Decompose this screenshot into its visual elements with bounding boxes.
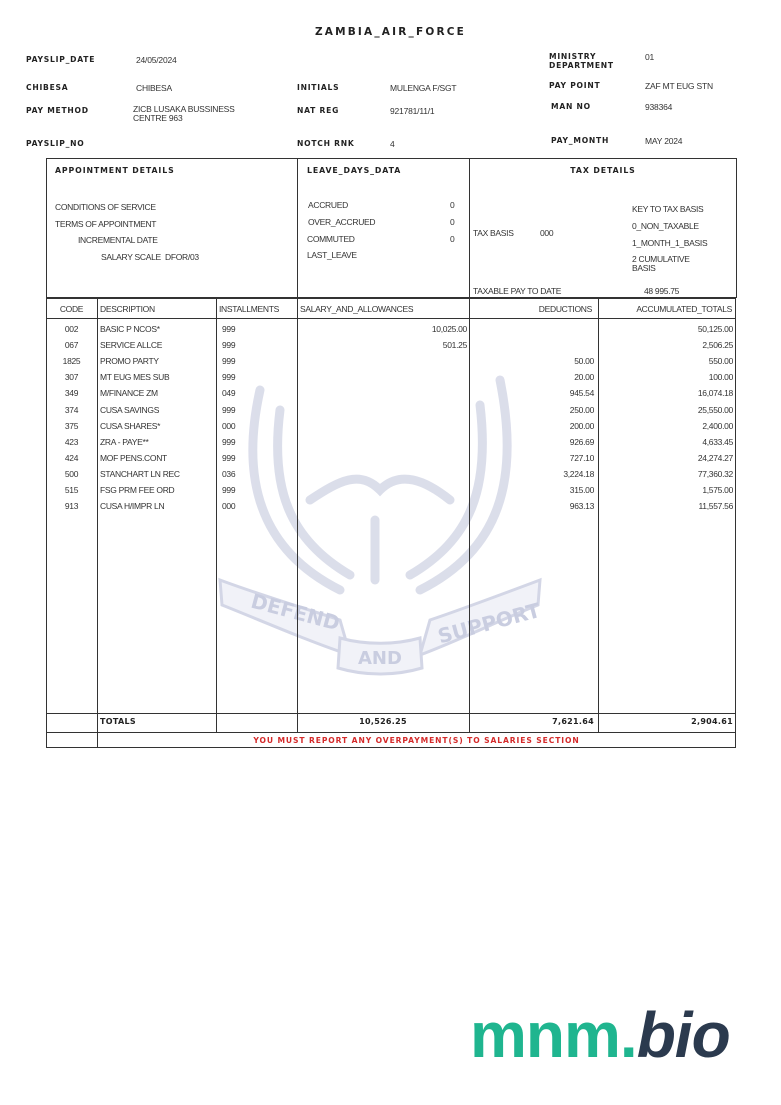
- mnm-bio-logo: [470, 998, 730, 1072]
- cell-deduction: 200.00: [569, 420, 594, 431]
- cell-description: STANCHART LN REC: [100, 468, 180, 479]
- table-row: [0, 353, 781, 369]
- cell-code: 067: [64, 340, 79, 351]
- totals-divider: [46, 713, 736, 714]
- cell-deduction: 945.54: [569, 388, 594, 399]
- cell-accumulated-total: 50,125.00: [697, 324, 733, 334]
- ministry-label-line1: MINISTRY: [549, 52, 597, 61]
- cell-deduction: 315.00: [569, 485, 594, 495]
- surname-label: CHIBESA: [26, 83, 69, 92]
- cell-code: 374: [64, 404, 79, 415]
- cell-accumulated-total: 2,400.00: [702, 420, 733, 431]
- tax-key-0: 0_NON_TAXABLE: [632, 221, 699, 231]
- leave-over-accrued-label: OVER_ACCRUED: [308, 217, 376, 227]
- terms-of-appointment: TERMS OF APPOINTMENT: [55, 219, 157, 229]
- leave-over-accrued-value: 0: [450, 217, 455, 227]
- pay-point-value: ZAF MT EUG STN: [645, 81, 713, 91]
- initials-label: INITIALS: [297, 83, 340, 92]
- table-row: [0, 321, 781, 337]
- cell-installments: 036: [222, 468, 236, 479]
- tax-basis-value: 000: [540, 228, 554, 238]
- column-header-accumulated-totals: ACCUMULATED_TOTALS: [636, 304, 732, 314]
- pay-month-label: PAY_MONTH: [551, 136, 610, 145]
- initials-value: MULENGA F/SGT: [390, 83, 457, 93]
- cell-accumulated-total: 1,575.00: [702, 485, 733, 495]
- cell-accumulated-total: 11,557.56: [698, 501, 733, 512]
- table-row: [0, 450, 781, 466]
- man-no-label: MAN NO: [551, 102, 591, 111]
- cell-deduction: 727.10: [569, 452, 594, 463]
- cell-description: M/FINANCE ZM: [100, 388, 158, 399]
- overpayment-notice: YOU MUST REPORT ANY OVERPAYMENT(S) TO SALARIES SECTION: [253, 736, 580, 745]
- divider: [469, 158, 470, 298]
- table-row: [0, 498, 781, 514]
- document-title: ZAMBIA_AIR_FORCE: [314, 26, 467, 38]
- notice-divider: [46, 732, 736, 733]
- cell-description: CUSA SAVINGS: [100, 404, 160, 415]
- cell-description: FSG PRM FEE ORD: [100, 485, 175, 495]
- cell-code: 002: [64, 324, 79, 334]
- cell-installments: 049: [222, 388, 236, 399]
- cell-code: 913: [64, 501, 79, 512]
- cell-installments: 999: [222, 340, 236, 351]
- total-net: 2,904.61: [691, 717, 733, 726]
- cell-salary-allowances: 10,025.00: [431, 324, 467, 334]
- surname-value: CHIBESA: [136, 83, 172, 93]
- table-row: [0, 337, 781, 353]
- leave-days-title: LEAVE_DAYS_DATA: [307, 166, 402, 175]
- payslip-date-label: PAYSLIP_DATE: [26, 55, 96, 64]
- pay-point-label: PAY POINT: [549, 81, 601, 90]
- cell-salary-allowances: 501.25: [442, 340, 467, 351]
- tax-details-title: TAX DETAILS: [570, 166, 636, 175]
- motto-support: SUPPORT: [435, 597, 543, 649]
- column-header-installments: INSTALLMENTS: [219, 304, 280, 314]
- salary-scale: [101, 252, 199, 262]
- cell-description: CUSA SHARES*: [100, 420, 161, 431]
- pay-method-value: [133, 105, 235, 123]
- leave-accrued-value: 0: [450, 200, 455, 210]
- table-row: [0, 369, 781, 385]
- cell-installments: 999: [222, 372, 236, 383]
- cell-deduction: 963.13: [569, 501, 594, 512]
- leave-commuted-label: COMMUTED: [307, 234, 355, 244]
- appointment-details-title: APPOINTMENT DETAILS: [55, 166, 175, 175]
- column-header-code: CODE: [59, 304, 84, 314]
- cell-description: CUSA H/IMPR LN: [100, 501, 165, 512]
- cell-installments: 999: [222, 436, 236, 447]
- cell-installments: 999: [222, 324, 236, 334]
- column-header-deductions: DEDUCTIONS: [538, 304, 592, 314]
- cell-installments: 999: [222, 452, 236, 463]
- cell-deduction: 20.00: [574, 372, 594, 383]
- table-row: [0, 434, 781, 450]
- cell-description: ZRA - PAYE**: [100, 436, 149, 447]
- logo-part-mnm: mnm.: [470, 999, 637, 1071]
- cell-code: 424: [64, 452, 79, 463]
- tax-key-1: 1_MONTH_1_BASIS: [632, 238, 708, 248]
- cell-installments: 999: [222, 356, 236, 367]
- conditions-of-service: CONDITIONS OF SERVICE: [55, 202, 156, 212]
- cell-code: 349: [64, 388, 79, 399]
- cell-accumulated-total: 16,074.18: [697, 388, 733, 399]
- totals-label: TOTALS: [100, 717, 136, 726]
- incremental-date: INCREMENTAL DATE: [78, 235, 158, 245]
- cell-deduction: 3,224.18: [563, 468, 594, 479]
- taxable-pay-label: TAXABLE PAY TO DATE: [473, 286, 562, 296]
- divider: [297, 158, 298, 298]
- column-header-description: DESCRIPTION: [100, 304, 155, 314]
- salary-scale-label: SALARY SCALE: [101, 252, 161, 262]
- total-salary-allowances: 10,526.25: [359, 717, 407, 726]
- pay-method-label: PAY METHOD: [26, 106, 89, 115]
- tax-basis-label: TAX BASIS: [473, 228, 514, 238]
- pay-method-line2: CENTRE 963: [133, 113, 183, 123]
- motto-defend: DEFEND: [248, 588, 343, 636]
- leave-accrued-label: ACCRUED: [308, 200, 348, 210]
- nat-reg-label: NAT REG: [297, 106, 340, 115]
- cell-installments: 999: [222, 485, 236, 495]
- cell-code: 375: [64, 420, 79, 431]
- notch-rnk-label: NOTCH RNK: [297, 139, 355, 148]
- cell-accumulated-total: 25,550.00: [697, 404, 733, 415]
- payslip-date-value: 24/05/2024: [136, 55, 177, 65]
- cell-code: 423: [64, 436, 79, 447]
- cell-description: BASIC P NCOS*: [100, 324, 160, 334]
- tax-key-title: KEY TO TAX BASIS: [632, 204, 704, 214]
- cell-code: 1825: [62, 356, 81, 367]
- cell-accumulated-total: 4,633.45: [702, 436, 733, 447]
- total-deductions: 7,621.64: [552, 717, 594, 726]
- cell-accumulated-total: 100.00: [708, 372, 733, 383]
- payslip-no-label: PAYSLIP_NO: [26, 139, 85, 148]
- header-divider: [46, 318, 736, 319]
- table-row: [0, 466, 781, 482]
- tax-key-2-line2: BASIS: [632, 263, 656, 273]
- cell-code: 307: [64, 372, 79, 383]
- leave-last-leave-label: LAST_LEAVE: [307, 250, 357, 260]
- cell-description: PROMO PARTY: [100, 356, 159, 367]
- table-row: [0, 482, 781, 498]
- pay-method-line1: ZICB LUSAKA BUSSINESS: [133, 104, 235, 114]
- man-no-value: 938364: [645, 102, 673, 112]
- cell-description: MT EUG MES SUB: [100, 372, 170, 383]
- cell-accumulated-total: 77,360.32: [697, 468, 733, 479]
- cell-accumulated-total: 24,274.27: [697, 452, 733, 463]
- column-header-salary-allowances: SALARY_AND_ALLOWANCES: [300, 304, 414, 314]
- cell-installments: 000: [222, 501, 236, 512]
- cell-installments: 000: [222, 420, 236, 431]
- pay-month-value: MAY 2024: [645, 136, 683, 146]
- cell-accumulated-total: 550.00: [708, 356, 733, 367]
- motto-and: AND: [358, 648, 402, 669]
- cell-installments: 999: [222, 404, 236, 415]
- cell-deduction: 926.69: [569, 436, 594, 447]
- notch-rnk-value: 4: [390, 139, 395, 149]
- tax-key-2: [632, 255, 690, 273]
- taxable-pay-value: 48 995.75: [644, 286, 680, 296]
- ministry-value: 01: [645, 52, 655, 62]
- logo-part-bio: bio: [636, 999, 730, 1071]
- cell-description: SERVICE ALLCE: [100, 340, 163, 351]
- cell-description: MOF PENS.CONT: [100, 452, 167, 463]
- table-row: [0, 385, 781, 401]
- cell-deduction: 250.00: [569, 404, 594, 415]
- cell-code: 515: [64, 485, 79, 495]
- ministry-label-line2: DEPARTMENT: [549, 61, 614, 70]
- table-row: [0, 402, 781, 418]
- tax-key-2-line1: 2 CUMULATIVE: [632, 254, 690, 264]
- salary-scale-value: DFOR/03: [165, 252, 199, 262]
- cell-deduction: 50.00: [574, 356, 594, 367]
- leave-commuted-value: 0: [450, 234, 455, 244]
- table-row: [0, 418, 781, 434]
- cell-code: 500: [64, 468, 79, 479]
- nat-reg-value: 921781/11/1: [390, 106, 435, 116]
- ministry-label: [549, 52, 614, 70]
- cell-accumulated-total: 2,506.25: [702, 340, 733, 351]
